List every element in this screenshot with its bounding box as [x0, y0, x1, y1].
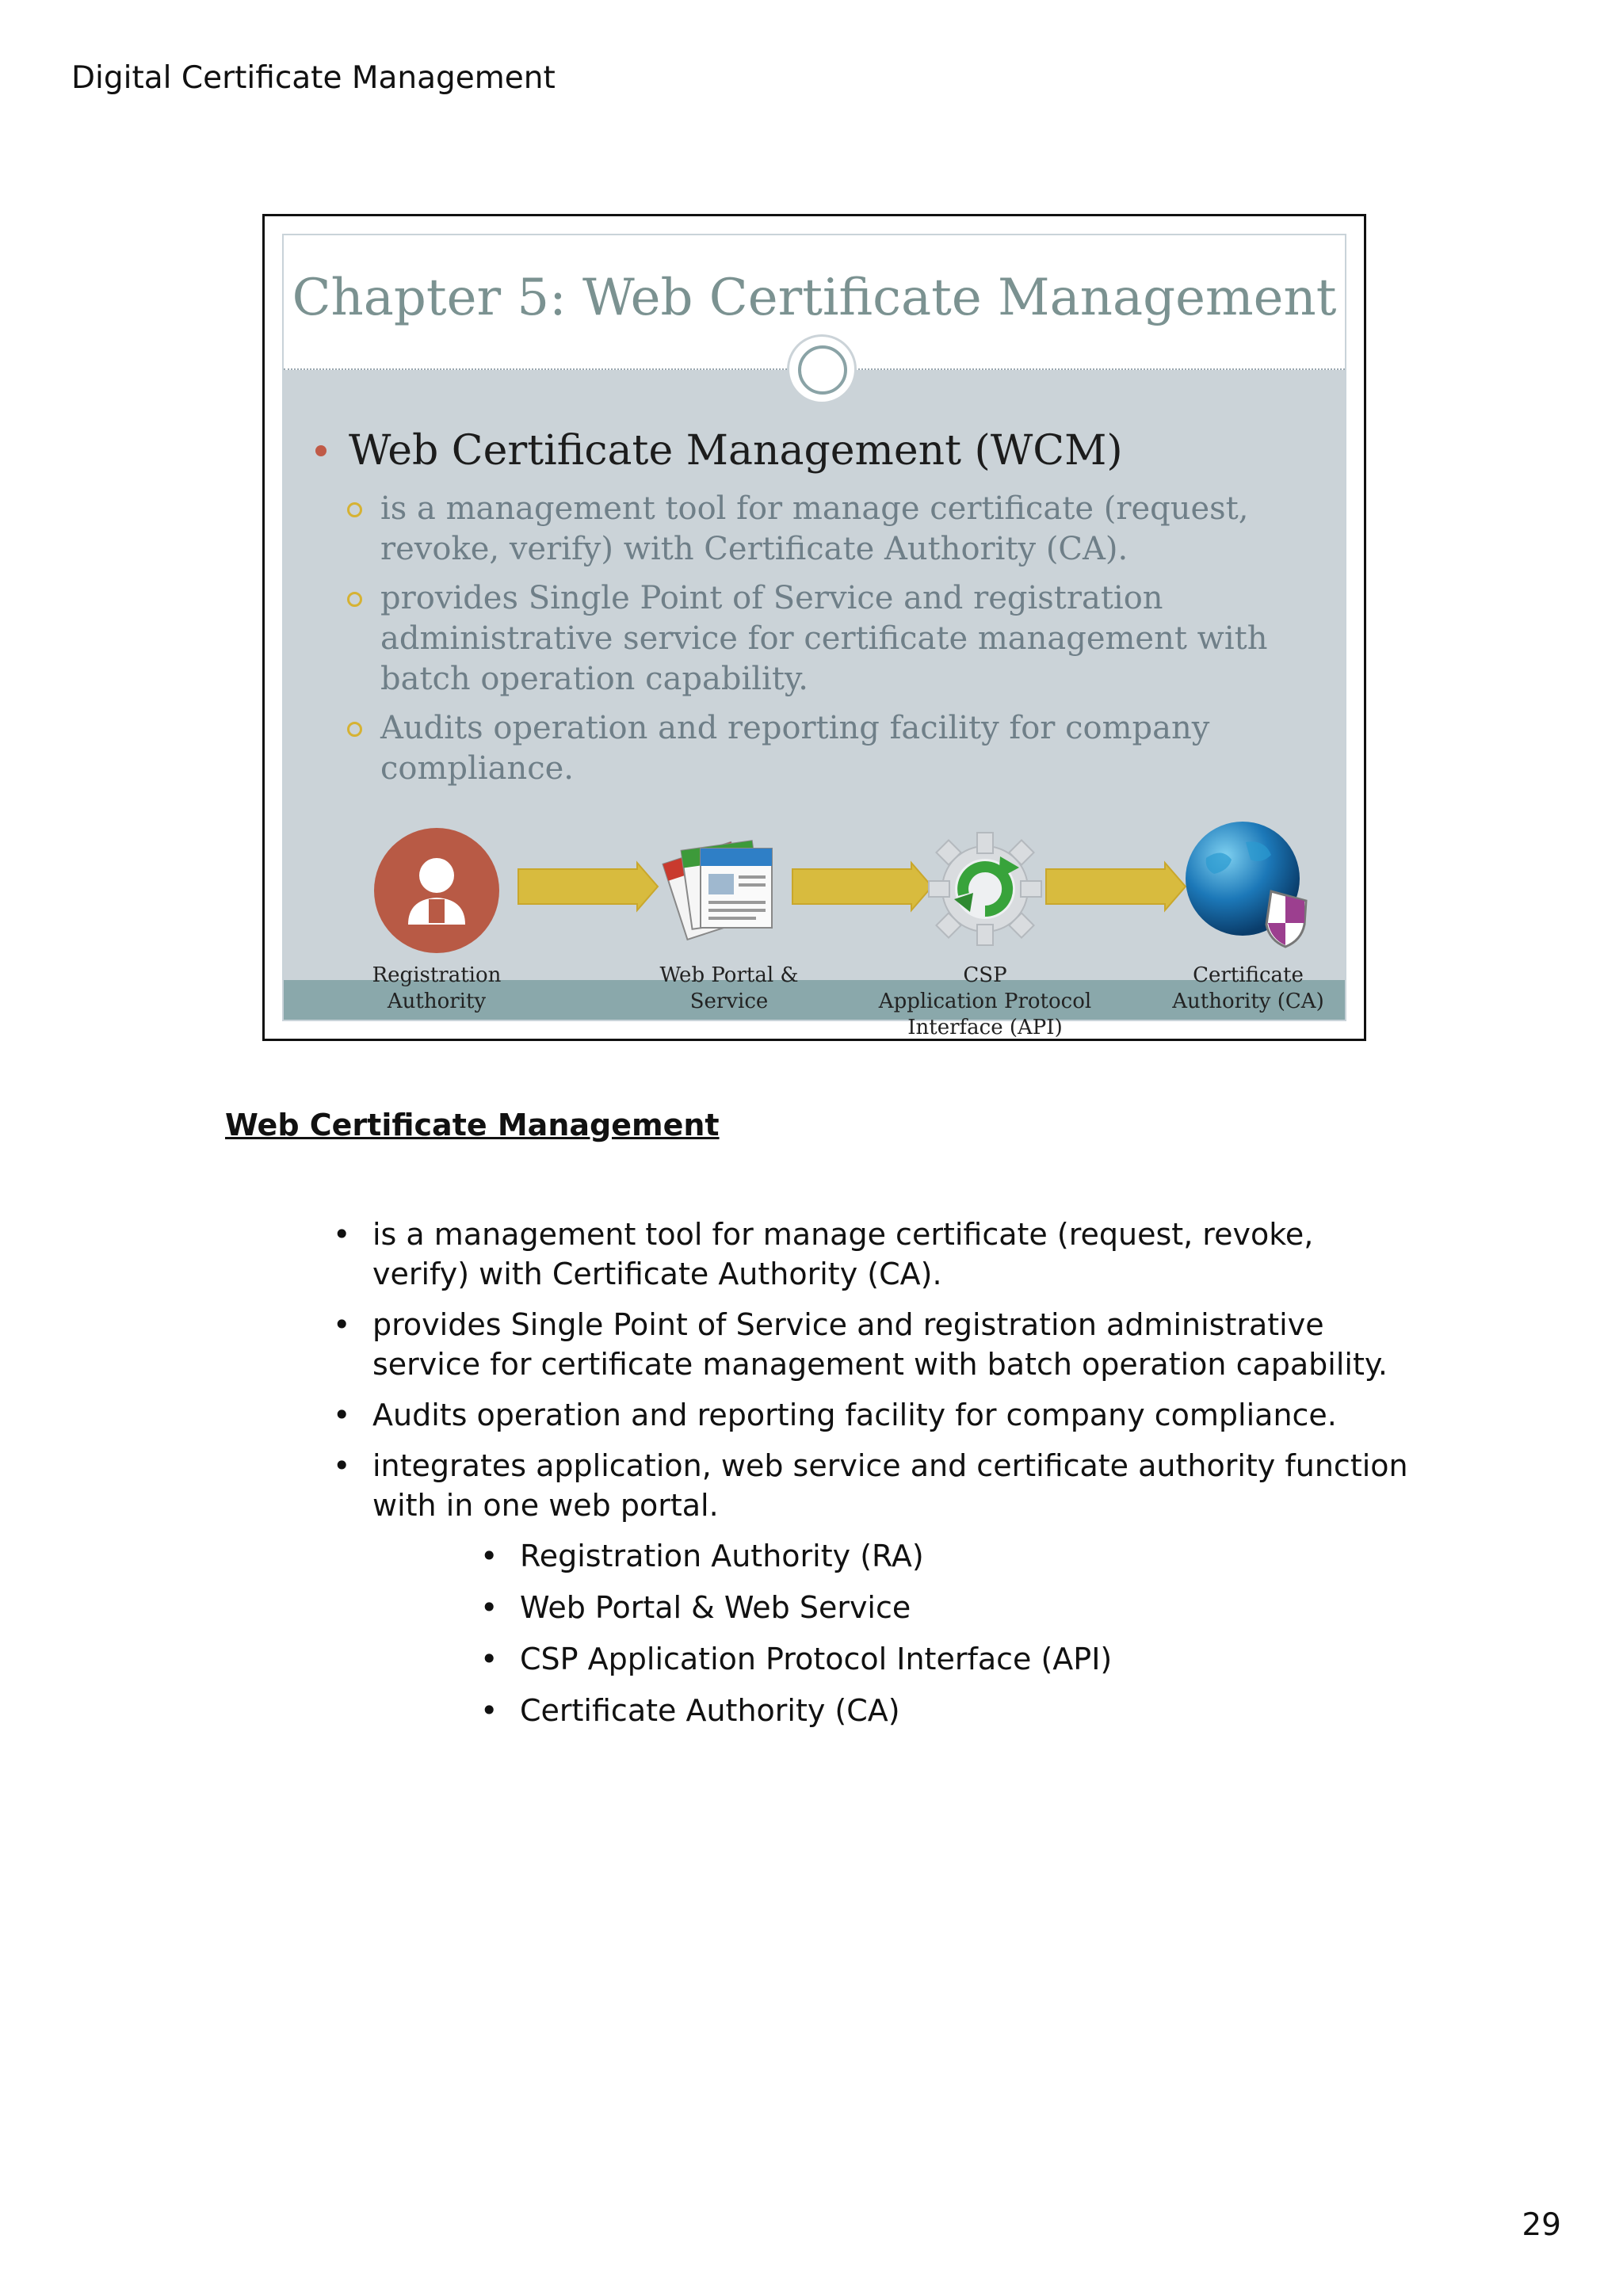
sub-list-item: • Registration Authority (RA) [480, 1536, 1411, 1576]
sub-bullet-list [333, 1536, 1411, 1730]
arrow-right-icon [1046, 863, 1187, 910]
flow-label: Web Portal & Service [659, 963, 799, 1013]
slide-main-bullet-text: Web Certificate Management (WCM) [349, 427, 1123, 475]
flow-label: CSP Application Protocol Interface (API) [878, 963, 1092, 1039]
sub-list-item: • Web Portal & Web Service [480, 1588, 1411, 1627]
globe-shield-icon [1182, 818, 1314, 950]
slide-panel [282, 234, 1346, 1039]
page-number: 29 [1522, 2207, 1561, 2243]
sub-list-item: • Certificate Authority (CA) [480, 1691, 1411, 1730]
list-item: • provides Single Point of Service and registration administrative service for certificate management with batch operation capability. [333, 1305, 1411, 1384]
list-item [333, 1446, 1411, 1730]
flow-diagram [284, 235, 1345, 1039]
person-icon [372, 826, 501, 955]
slide-title: Chapter 5: Web Certificate Management [292, 269, 1337, 327]
slide-image [262, 214, 1366, 1041]
list-item: • Audits operation and reporting facility for company compliance. [333, 1395, 1411, 1435]
section-heading: Web Certificate Management [225, 1108, 720, 1142]
arrow-right-icon [518, 863, 659, 910]
web-pages-icon [655, 817, 789, 952]
slide-sub-bullet-text: provides Single Point of Service and registration administrative service for certificate management with batch operation capability. [380, 580, 1268, 697]
list-item: • is a management tool for manage certificate (request, revoke, verify) with Certificate Authority (CA). [333, 1215, 1411, 1294]
list-item-text: integrates application, web service and certificate authority function with in one web portal. [372, 1448, 1408, 1523]
sub-list-item: • CSP Application Protocol Interface (API) [480, 1639, 1411, 1679]
flow-label: Certificate Authority (CA) [1172, 963, 1324, 1013]
gear-refresh-icon [922, 826, 1048, 952]
bullet-list [333, 1215, 1411, 1742]
flow-label: Registration Authority [372, 963, 502, 1013]
slide-sub-bullet-text: Audits operation and reporting facility for company compliance. [380, 710, 1210, 787]
slide-sub-bullet-text: is a management tool for manage certificate (request, revoke, verify) with Certificate Authority (CA). [380, 490, 1249, 567]
page-header: Digital Certificate Management [71, 60, 556, 96]
arrow-right-icon [792, 863, 934, 910]
